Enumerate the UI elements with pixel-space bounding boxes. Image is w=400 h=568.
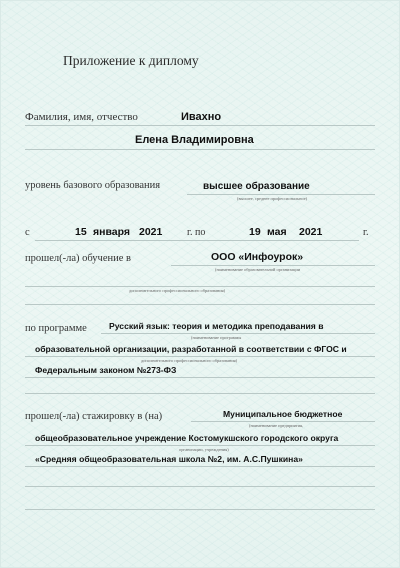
internship-hint-2: организации, учреждения) xyxy=(179,447,229,452)
internship-rule-5 xyxy=(25,509,375,510)
period-from-year: 2021 xyxy=(139,226,163,238)
education-hint: (высшее, среднее профессиональное) xyxy=(237,196,308,201)
fio-name: Елена Владимировна xyxy=(135,134,254,146)
fio-label: Фамилия, имя, отчество xyxy=(25,111,138,123)
training-hint-2: дополнительного профессионального образования) xyxy=(129,288,226,293)
program-hint-2: дополнительного профессионального образования) xyxy=(141,358,238,363)
internship-rule-3 xyxy=(25,466,375,467)
fio-line-2 xyxy=(25,149,375,150)
program-rule-1 xyxy=(101,333,375,334)
program-line-3: Федеральным законом №273-ФЗ xyxy=(35,365,177,375)
internship-line-2: общеобразовательное учреждение Костомукшского городского округа xyxy=(35,433,339,443)
training-line xyxy=(171,265,375,266)
education-label: уровень базового образования xyxy=(25,180,161,191)
education-value: высшее образование xyxy=(203,181,310,192)
internship-rule-4 xyxy=(25,486,375,487)
period-to-day: 19 xyxy=(249,226,261,238)
internship-label: прошел(-ла) стажировку в (на) xyxy=(25,411,163,422)
fio-line-1 xyxy=(25,125,375,126)
training-hint-1: (наименование образовательной организации xyxy=(215,267,301,272)
program-rule-2 xyxy=(25,356,375,357)
program-rule-4 xyxy=(25,393,375,394)
internship-line-1: Муниципальное бюджетное xyxy=(223,409,343,419)
training-org: ООО «Инфоурок» xyxy=(211,251,304,263)
program-rule-3 xyxy=(25,377,375,378)
training-line-2 xyxy=(25,286,375,287)
training-label: прошел(-ла) обучение в xyxy=(25,253,131,264)
page-title: Приложение к диплому xyxy=(63,53,199,68)
period-from-month: января xyxy=(93,226,131,238)
period-from-prefix: с xyxy=(25,227,30,238)
period-from-day: 15 xyxy=(75,226,87,238)
period-to-label: г. по xyxy=(187,227,206,238)
program-line-1: Русский язык: теория и методика преподавания в xyxy=(109,321,324,331)
training-line-3 xyxy=(25,304,375,305)
fio-surname: Ивахно xyxy=(181,111,222,123)
internship-hint-1: (наименование предприятия, xyxy=(249,423,304,428)
program-line-2: образовательной организации, разработанной в соответствии с ФГОС и xyxy=(35,344,347,354)
internship-line-3: «Средняя общеобразовательная школа №2, им. А.С.Пушкина» xyxy=(35,454,303,464)
education-line xyxy=(187,194,375,195)
program-label: по программе xyxy=(25,323,87,334)
period-to-month: мая xyxy=(267,226,287,238)
period-line xyxy=(35,240,359,241)
program-hint-1: (наименование программы xyxy=(191,335,242,340)
internship-rule-1 xyxy=(191,421,375,422)
internship-rule-2 xyxy=(25,445,375,446)
period-year-suffix: г. xyxy=(363,227,369,238)
period-to-year: 2021 xyxy=(299,226,323,238)
